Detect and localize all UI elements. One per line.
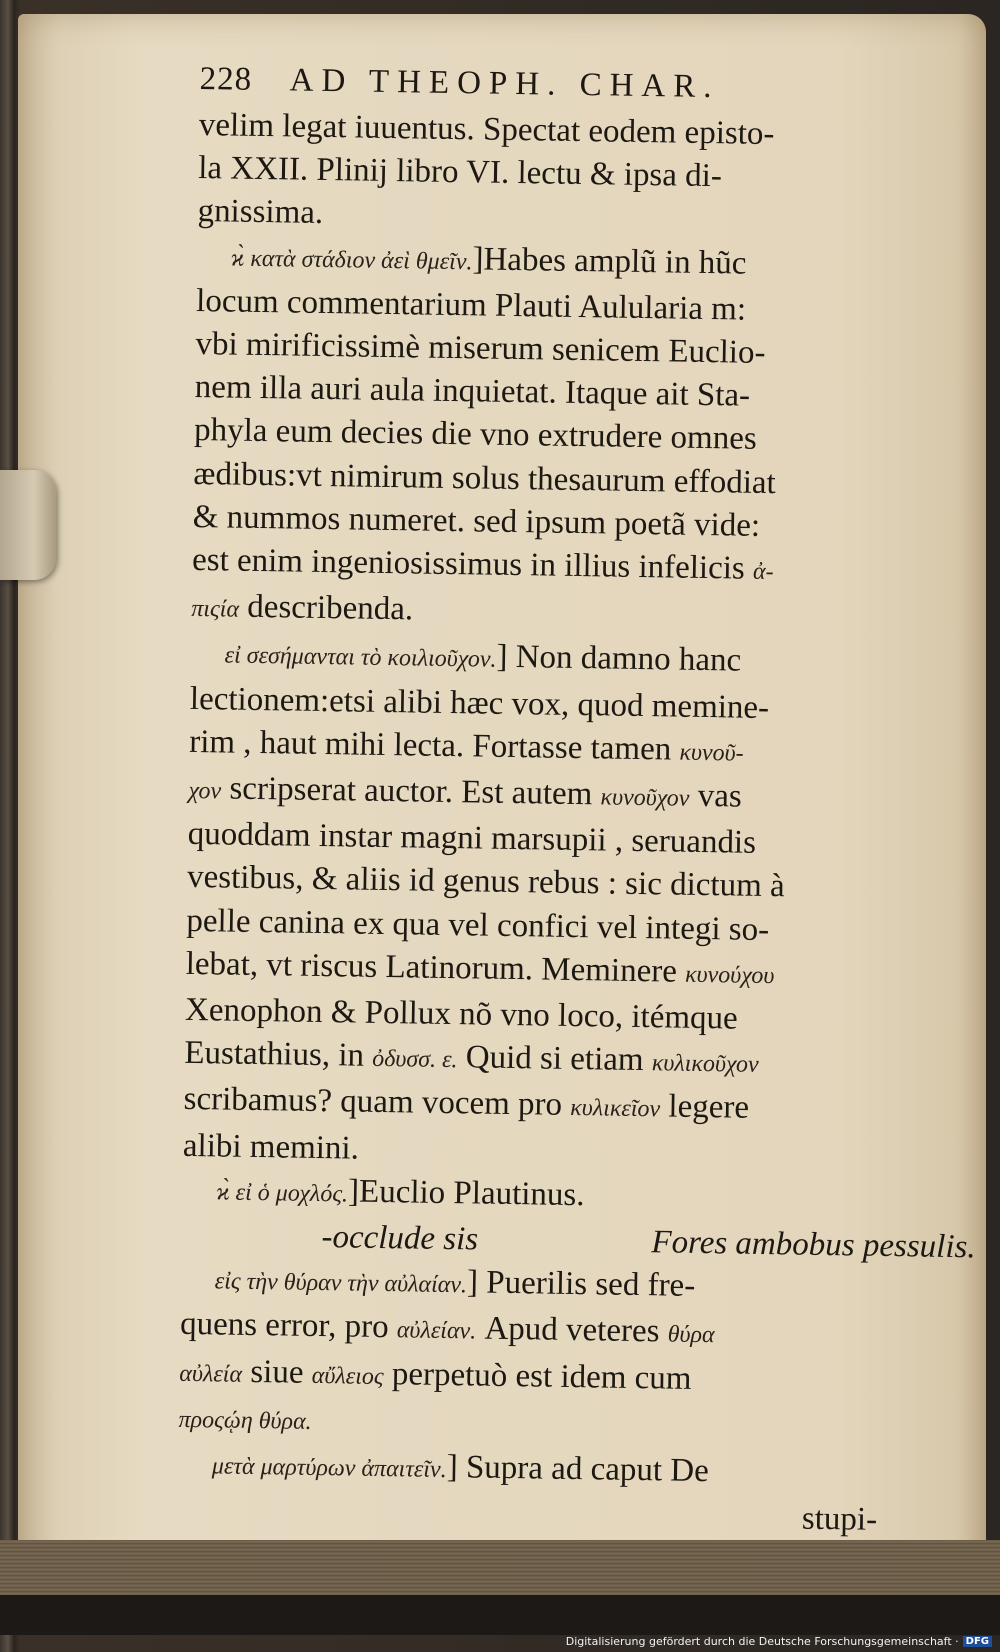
text-span: legere bbox=[668, 1088, 750, 1127]
greek-word: κυνοῦχον bbox=[600, 784, 690, 812]
greek-word: αὐλείαν. bbox=[396, 1317, 477, 1345]
greek-lemma: εἰ σεσήμανται τὸ κοιλιοῦχον. bbox=[224, 642, 497, 674]
greek-word: προςῴη θύρα. bbox=[178, 1406, 312, 1435]
text-span: ] Supra ad caput De bbox=[446, 1449, 710, 1490]
greek-lemma: ϰ̀ εἰ ὁ μοχλός. bbox=[215, 1179, 349, 1208]
credit-text: Digitalisierung gefördert durch die Deutsche Forschungsgemeinschaft · bbox=[565, 1635, 959, 1648]
text-span: scribamus? quam vocem pro bbox=[183, 1081, 563, 1124]
text-span: ] Puerilis sed fre- bbox=[466, 1264, 696, 1305]
page-number: 228 bbox=[199, 60, 253, 98]
book-clasp bbox=[0, 470, 56, 580]
text-span: Eustathius, in bbox=[184, 1035, 365, 1074]
greek-word: κυνούχου bbox=[684, 961, 775, 989]
text-span: est enim ingeniosissimus in illius infelicis bbox=[191, 541, 746, 587]
text-span: rim , haut mihi lecta. Fortasse tamen bbox=[188, 723, 672, 768]
text-line: ædibus:vt nimirum solus thesaurum effodiat bbox=[193, 455, 777, 501]
page-edges bbox=[0, 1540, 1000, 1600]
text-span: quens error, pro bbox=[179, 1306, 389, 1346]
text-span: scripserat auctor. Est autem bbox=[229, 770, 593, 813]
verse-part: Fores ambobus pessulis. bbox=[651, 1224, 976, 1266]
text-line: vbi mirificissimè miserum senicem Euclio- bbox=[195, 325, 766, 371]
text-line: & nummos numeret. sed ipsum poetã vide: bbox=[192, 498, 761, 544]
text-line: locum commentarium Plauti Aulularia m: bbox=[195, 282, 747, 328]
text-line: nem illa auri aula inquietat. Itaque ait Sta- bbox=[194, 369, 751, 414]
greek-word: κυνοῦ- bbox=[679, 739, 744, 767]
greek-word: πιςία bbox=[191, 596, 240, 623]
text-line: pelle canina ex qua vel confici vel integi so- bbox=[186, 902, 770, 948]
digitization-credit bbox=[566, 1635, 992, 1648]
dfg-logo: DFG bbox=[963, 1636, 992, 1647]
greek-lemma: ϰ̀ κατὰ στάδιον ἀεὶ θμεῖν. bbox=[230, 245, 473, 275]
greek-word: ἀ- bbox=[752, 558, 774, 586]
greek-word: αὔλειος bbox=[311, 1362, 384, 1390]
greek-lemma: μετὰ μαρτύρων ἀπαιτεῖν. bbox=[211, 1453, 447, 1484]
text-line: lectionem:etsi alibi hæc vox, quod memine- bbox=[189, 680, 770, 726]
text-line: Xenophon & Pollux nõ vno loco, itémque bbox=[184, 991, 738, 1037]
text-span: ] Non damno hanc bbox=[496, 639, 742, 680]
text-line: quoddam instar magni marsupii , seruandis bbox=[187, 816, 757, 862]
text-span: vas bbox=[697, 777, 743, 815]
greek-lemma: εἰς τὴν θύραν τὴν αὐλαίαν. bbox=[214, 1268, 468, 1299]
text-span: siue bbox=[250, 1353, 304, 1391]
text-span: ]Habes amplũ in hũc bbox=[472, 240, 747, 282]
greek-word: χον bbox=[188, 777, 222, 805]
text-line: phyla eum decies die vno extrudere omnes bbox=[193, 412, 758, 458]
text-span: ]Euclio Plautinus. bbox=[347, 1173, 585, 1214]
text-line: la XXII. Plinij libro VI. lectu & ipsa di- bbox=[197, 150, 723, 195]
bottom-margin bbox=[0, 1595, 1000, 1635]
text-span: describenda. bbox=[247, 589, 414, 628]
text-span: lebat, vt riscus Latinorum. Meminere bbox=[185, 945, 678, 990]
running-head: AD THEOPH. CHAR. bbox=[289, 62, 720, 106]
greek-word: κυλικεῖον bbox=[570, 1095, 661, 1123]
text-line: alibi memini. bbox=[182, 1127, 360, 1167]
verse-part: -occlude sis bbox=[321, 1219, 479, 1258]
text-line: vestibus, & aliis id genus rebus : sic dictum à bbox=[186, 859, 785, 905]
text-span: perpetuò est idem cum bbox=[391, 1355, 692, 1397]
text-span: Apud veteres bbox=[484, 1311, 660, 1350]
text-line: gnissima. bbox=[197, 193, 324, 232]
greek-word: κυλικοῦχον bbox=[651, 1050, 759, 1079]
greek-word: θύρα bbox=[667, 1321, 715, 1349]
greek-word: ὀδυσσ. ε. bbox=[372, 1046, 458, 1074]
catchword: stupi- bbox=[801, 1500, 878, 1539]
text-span: Quid si etiam bbox=[465, 1039, 644, 1079]
text-line: velim legat iuuentus. Spectat eodem episto- bbox=[198, 106, 775, 153]
greek-word: αὐλεία bbox=[179, 1360, 243, 1388]
page-text bbox=[177, 58, 976, 1542]
